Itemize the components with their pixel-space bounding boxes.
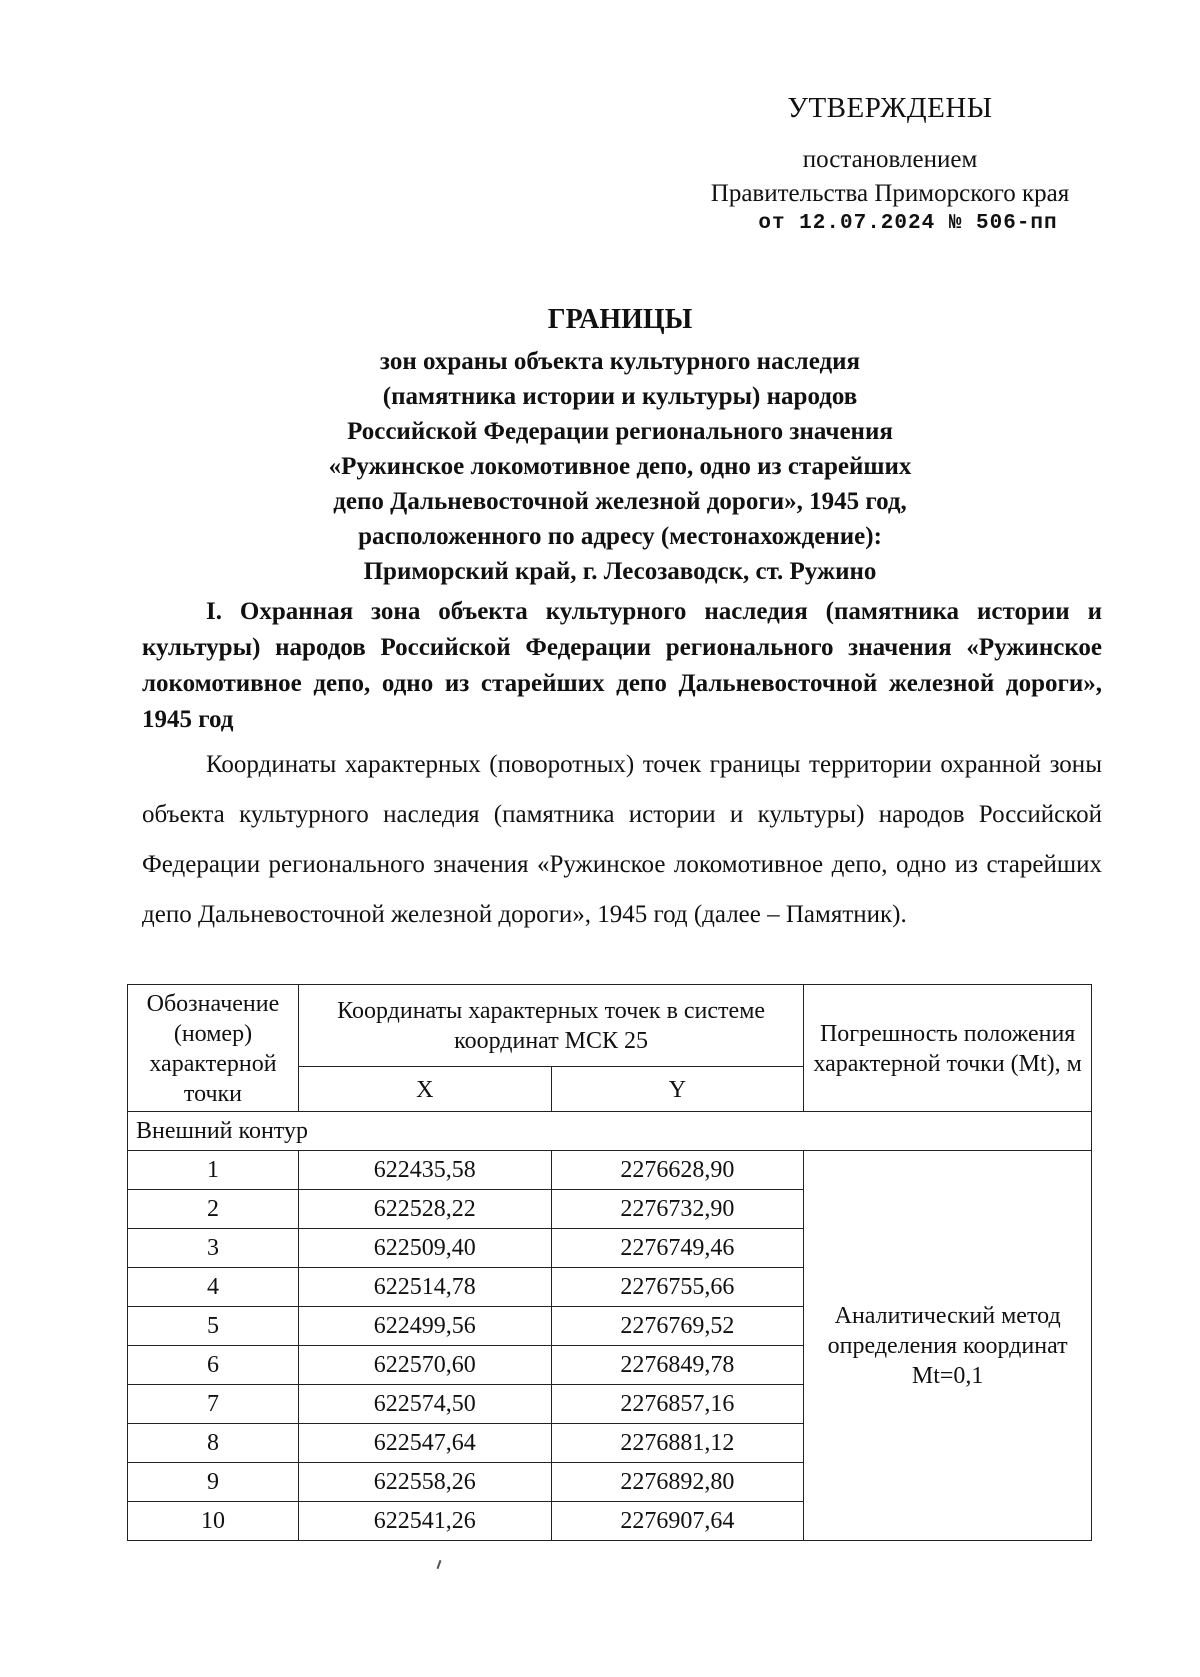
coord-x: 622435,58: [298, 1151, 551, 1190]
coord-y: 2276857,16: [551, 1385, 804, 1424]
header-x: X: [298, 1066, 551, 1111]
coord-x: 622570,60: [298, 1346, 551, 1385]
coordinates-table: [127, 984, 1092, 1541]
coord-y: 2276892,80: [551, 1463, 804, 1502]
coord-y: 2276881,12: [551, 1424, 804, 1463]
coord-y: 2276628,90: [551, 1151, 804, 1190]
coord-x: 622541,26: [298, 1502, 551, 1541]
coord-x: 622509,40: [298, 1229, 551, 1268]
coord-y: 2276749,46: [551, 1229, 804, 1268]
point-number: 5: [128, 1307, 299, 1346]
coord-y: 2276769,52: [551, 1307, 804, 1346]
header-error: Погрешность положения характерной точки (Mt), м: [804, 985, 1092, 1112]
scan-artifact-mark: [437, 1560, 442, 1569]
point-number: 7: [128, 1385, 299, 1424]
intro-paragraph: Координаты характерных (поворотных) точек границы территории охранной зоны объекта культурного наследия (памятника истории и культуры) народов Российской Федерации регионального значения «Ружинское локомотивное депо, одно из старейших депо Дальневосточной железной дороги», 1945 год (далее – Памятник).: [142, 751, 1102, 928]
approval-block: [660, 92, 1120, 237]
coord-x: 622499,56: [298, 1307, 551, 1346]
point-number: 4: [128, 1268, 299, 1307]
document-title: ГРАНИЦЫ: [547, 304, 693, 335]
approval-line-decree: постановлением: [802, 146, 978, 173]
section-heading: I. Охранная зона объекта культурного наследия (памятника истории и культуры) народов Российской Федерации регионального значения «Ружинское локомотивное депо, одно из старейших депо Дальневосточной железной дороги», 1945 год: [142, 598, 1102, 733]
contour-label: Внешний контур: [128, 1112, 1092, 1151]
title-line: расположенного по адресу (местонахождение):: [358, 523, 882, 550]
coord-y: 2276732,90: [551, 1190, 804, 1229]
point-number: 6: [128, 1346, 299, 1385]
point-number: 3: [128, 1229, 299, 1268]
coord-y: 2276755,66: [551, 1268, 804, 1307]
coord-x: 622514,78: [298, 1268, 551, 1307]
coord-y: 2276907,64: [551, 1502, 804, 1541]
header-coordinates: Координаты характерных точек в системе координат МСК 25: [298, 985, 803, 1067]
title-line: (памятника истории и культуры) народов: [382, 383, 858, 410]
title-line: Российской Федерации регионального значения: [347, 418, 893, 445]
approved-heading: УТВЕРЖДЕНЫ: [787, 92, 993, 124]
method-cell: Аналитический метод определения координат Mt=0,1: [804, 1151, 1092, 1541]
title-line: «Ружинское локомотивное депо, одно из старейших: [328, 453, 912, 480]
coord-y: 2276849,78: [551, 1346, 804, 1385]
point-number: 2: [128, 1190, 299, 1229]
coord-x: 622547,64: [298, 1424, 551, 1463]
title-line: Приморский край, г. Лесозаводск, ст. Ружино: [363, 558, 877, 585]
point-number: 9: [128, 1463, 299, 1502]
header-point-number: Обозначение (номер) характерной точки: [128, 985, 299, 1112]
point-number: 10: [128, 1502, 299, 1541]
point-number: 1: [128, 1151, 299, 1190]
table-row: [128, 1151, 1092, 1190]
approval-line-government: Правительства Приморского края: [710, 180, 1070, 207]
coord-x: 622574,50: [298, 1385, 551, 1424]
document-title-block: [140, 300, 1100, 589]
coord-x: 622558,26: [298, 1463, 551, 1502]
coord-x: 622528,22: [298, 1190, 551, 1229]
title-line: зон охраны объекта культурного наследия: [379, 348, 861, 375]
header-y: Y: [551, 1066, 804, 1111]
point-number: 8: [128, 1424, 299, 1463]
title-line: депо Дальневосточной железной дороги», 1945 год,: [333, 488, 907, 515]
approval-date-number: от 12.07.2024 № 506-пп: [758, 212, 1058, 235]
